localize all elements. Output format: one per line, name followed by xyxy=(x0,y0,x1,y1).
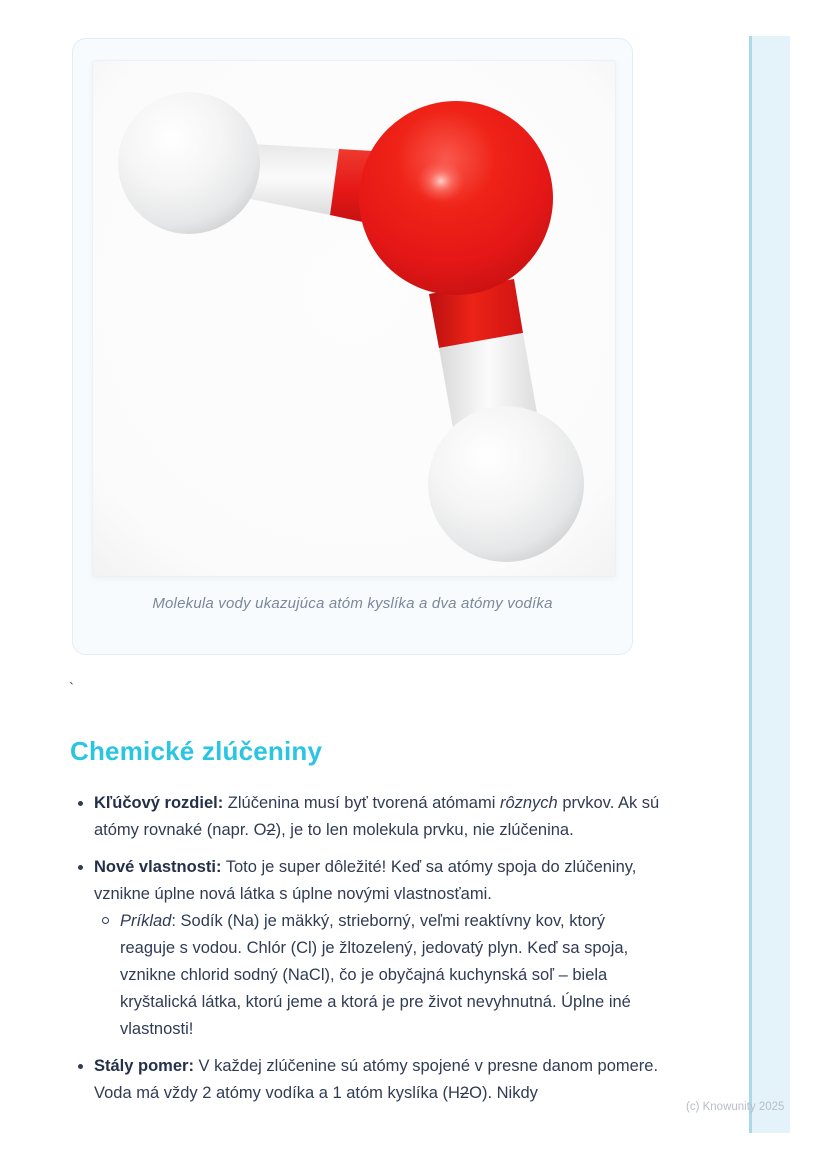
figure-caption: Molekula vody ukazujúca atóm kyslíka a dva atómy vodíka xyxy=(152,595,553,612)
text-run: rôznych xyxy=(499,794,558,812)
molecule-image xyxy=(92,60,616,577)
text-run: Kľúčový rozdiel: xyxy=(94,794,224,812)
text-run: Zlúčenina musí byť tvorená atómami xyxy=(223,794,500,812)
hydrogen-atom-1 xyxy=(118,92,260,234)
text-run: 2 xyxy=(459,1084,470,1102)
text-run: : Sodík (Na) je mäkký, strieborný, veľmi reaktívny kov, ktorý reaguje s vodou. Chlór (Cl) je žltozelený, jedovatý plyn. Keď sa spoja, vznikne chlorid sodný (NaCl), čo je obyčajná kuchynská soľ – biela kryštalická látka, ktorú jeme a ktorá je pre život nevyhnutná. Úplne iné vlastnosti! xyxy=(120,912,631,1038)
text-run: Príklad xyxy=(120,912,172,930)
right-edge-bar xyxy=(749,36,790,1133)
text-run: Toto je super dôležité! Keď sa atómy spoja do zlúčeniny, vznikne úplne nová látka s úplne novými vlastnosťami. xyxy=(94,858,637,903)
text-run: V každej zlúčenine sú atómy spojené v presne danom pomere. Voda má vždy 2 atómy vodíka a 1 atóm kyslíka (H xyxy=(94,1057,659,1102)
watermark: (c) Knowunity 2025 xyxy=(686,1101,785,1113)
oxygen-highlight xyxy=(417,160,465,202)
sub-list-item xyxy=(120,908,660,1043)
text-run: O). Nikdy xyxy=(469,1084,538,1102)
sub-list xyxy=(94,908,660,1043)
water-molecule-3d-image xyxy=(93,61,615,576)
text-run: Nové vlastnosti: xyxy=(94,858,222,876)
bullet-list xyxy=(70,790,660,1117)
list-item xyxy=(94,1053,660,1107)
text-run: prvkov. Ak sú atómy rovnaké (napr. O xyxy=(94,794,660,839)
hydrogen-atom-2 xyxy=(428,406,584,562)
list-item xyxy=(94,790,660,844)
figure-card xyxy=(72,38,633,655)
text-run: ), je to len molekula prvku, nie zlúčenina. xyxy=(275,821,574,839)
list-item xyxy=(94,854,660,1043)
text-run: 2 xyxy=(266,821,276,839)
section-heading: Chemické zlúčeniny xyxy=(70,736,323,766)
oxygen-atom xyxy=(359,101,553,295)
text-run: Stály pomer: xyxy=(94,1057,194,1075)
stray-backtick: ` xyxy=(69,680,74,697)
